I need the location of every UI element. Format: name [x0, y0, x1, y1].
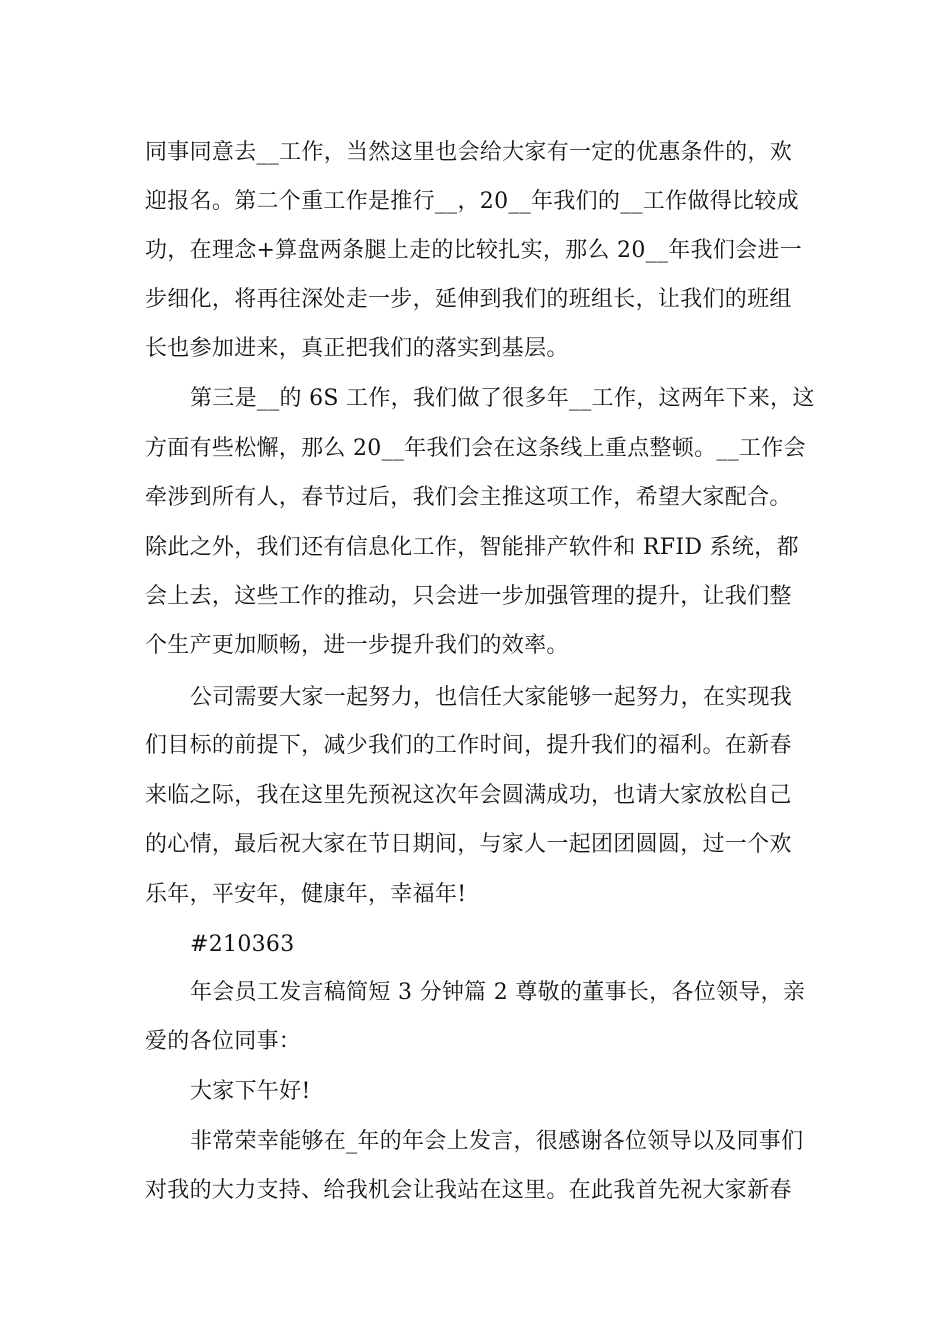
text-line: 牵涉到所有人，春节过后，我们会主推这项工作，希望大家配合。 — [145, 485, 792, 510]
section-heading-line: 年会员工发言稿简短 3 分钟篇 2 尊敬的董事长，各位领导，亲 — [190, 980, 806, 1005]
text-line: 个生产更加顺畅，进一步提升我们的效率。 — [145, 633, 569, 658]
text-line: 方面有些松懈，那么 20__年我们会在这条线上重点整顿。__工作会 — [145, 436, 806, 461]
text-line: 爱的各位同事： — [145, 1029, 302, 1054]
greeting-line: 大家下午好! — [190, 1079, 311, 1104]
text-line: 会上去，这些工作的推动，只会进一步加强管理的提升，让我们整 — [145, 584, 792, 609]
text-line: 对我的大力支持、给我机会让我站在这里。在此我首先祝大家新春 — [145, 1178, 792, 1203]
text-line: 迎报名。第二个重工作是推行__，20__年我们的__工作做得比较成 — [145, 189, 799, 214]
text-line: 同事同意去__工作，当然这里也会给大家有一定的优惠条件的，欢 — [145, 140, 793, 165]
text-line: 来临之际，我在这里先预祝这次年会圆满成功，也请大家放松自己 — [145, 783, 792, 808]
text-line: 乐年，平安年，健康年，幸福年! — [145, 882, 467, 907]
text-line: 功，在理念+算盘两条腿上走的比较扎实，那么 20__年我们会进一 — [145, 238, 803, 263]
paragraph-start-line: 公司需要大家一起努力，也信任大家能够一起努力，在实现我 — [190, 685, 793, 710]
text-line: 们目标的前提下，减少我们的工作时间，提升我们的福利。在新春 — [145, 733, 792, 758]
paragraph-start-line: 第三是__的 6S 工作，我们做了很多年__工作，这两年下来，这 — [190, 386, 815, 411]
paragraph-start-line: 非常荣幸能够在_年的年会上发言，很感谢各位领导以及同事们 — [190, 1129, 804, 1154]
text-line: 长也参加进来，真正把我们的落实到基层。 — [145, 336, 569, 361]
text-line: 除此之外，我们还有信息化工作，智能排产软件和 RFID 系统，都 — [145, 535, 799, 560]
text-line: 步细化，将再往深处走一步，延伸到我们的班组长，让我们的班组 — [145, 287, 792, 312]
text-line: 的心情，最后祝大家在节日期间，与家人一起团团圆圆，过一个欢 — [145, 832, 792, 857]
document-id: #210363 — [190, 932, 295, 957]
